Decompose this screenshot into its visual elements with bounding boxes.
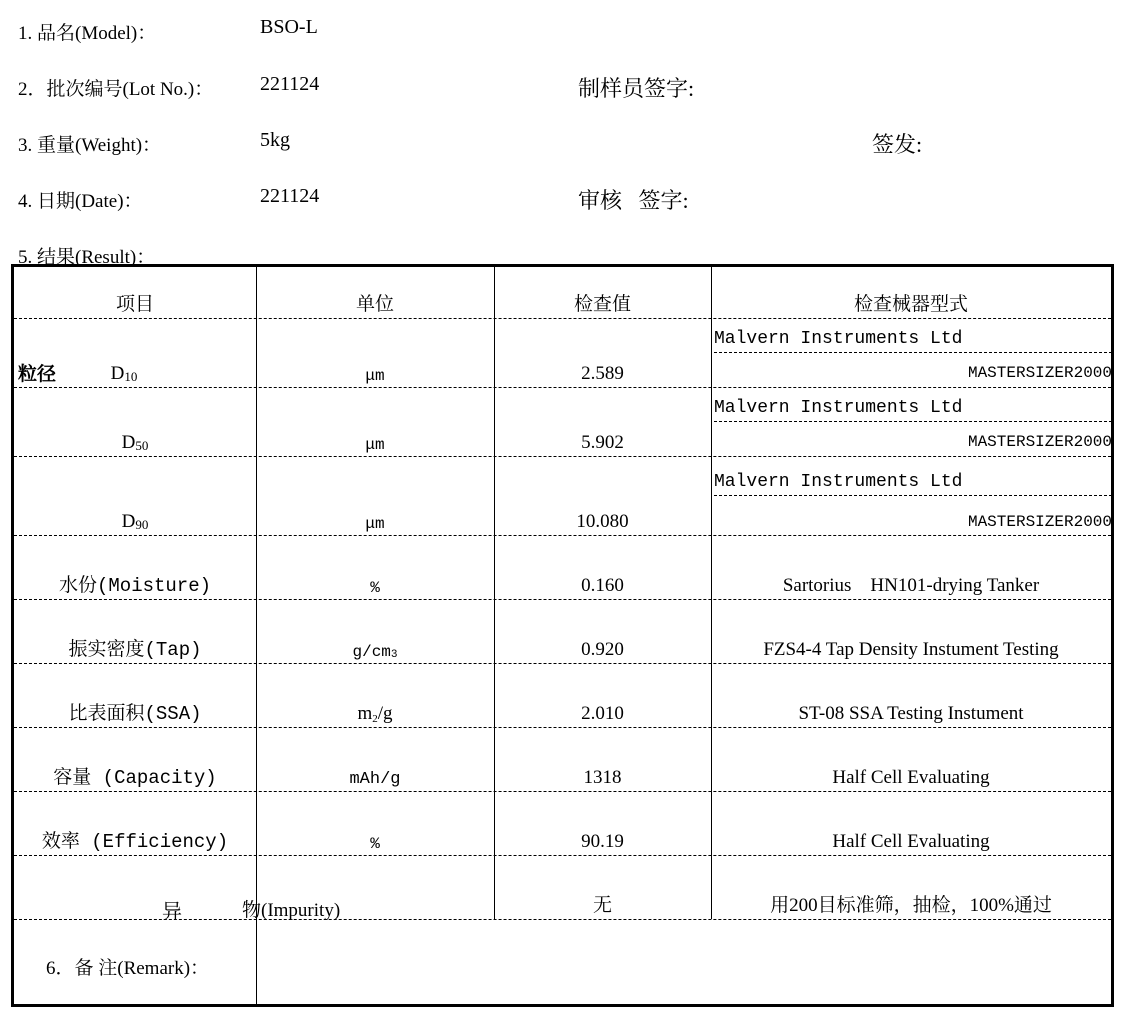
impurity-method: 用200目标准筛，抽检，100%通过: [770, 895, 1052, 916]
equip-model-d50: MASTERSIZER2000: [967, 433, 1112, 451]
item-tap: 振实密度(Tap): [68, 639, 202, 661]
issue-label: 签发:: [872, 132, 923, 157]
equip-maker-d90: Malvern Instruments Ltd: [714, 472, 963, 492]
date-label: 4. 日期(Date)：: [18, 191, 143, 212]
unit-capacity: mAh/g: [349, 770, 401, 789]
review-sign-label: 审核 签字:: [578, 188, 689, 213]
item-ssa: 比表面积(SSA): [68, 703, 202, 725]
item-d50: D 50: [121, 432, 149, 453]
unit-ssa: m 2 /g: [357, 703, 393, 725]
impurity-value: 无: [592, 895, 612, 916]
value-efficiency: 90.19: [581, 831, 624, 852]
col-header-unit: 单位: [355, 294, 394, 315]
unit-tap: g/cm 3: [352, 643, 398, 661]
lot-label: 2．批次编号(Lot No.)：: [18, 79, 214, 100]
result-label: 5. 结果(Result)：: [18, 247, 156, 268]
date-value: 221124: [260, 185, 320, 207]
impurity-label-b: 物(Impurity): [242, 900, 341, 921]
model-label: 1. 品名(Model)：: [18, 23, 157, 44]
value-tap: 0.920: [581, 639, 624, 660]
item-capacity: 容量 (Capacity): [53, 767, 217, 789]
equip-maker-d50: Malvern Instruments Ltd: [714, 398, 963, 418]
item-d10: D 10: [110, 363, 138, 384]
col-header-item: 项目: [115, 294, 154, 315]
lot-value: 221124: [260, 73, 320, 95]
unit-d90: μm: [365, 515, 385, 533]
model-value: BSO-L: [260, 16, 318, 38]
psd-label: 粒径: [18, 363, 57, 385]
equip-ssa: ST-08 SSA Testing Instument: [798, 703, 1024, 724]
equip-model-d10: MASTERSIZER2000: [967, 364, 1112, 382]
remark-field[interactable]: [259, 922, 1109, 1004]
results-table: [11, 264, 1114, 1007]
unit-moisture: %: [370, 579, 380, 597]
value-capacity: 1318: [583, 767, 622, 788]
equip-moisture: Sartorius HN101-drying Tanker: [782, 575, 1040, 596]
unit-d10: μm: [365, 367, 385, 385]
value-d50: 5.902: [581, 432, 624, 453]
value-ssa: 2.010: [581, 703, 624, 724]
item-moisture: 水份(Moisture): [58, 575, 212, 597]
equip-capacity: Half Cell Evaluating: [832, 767, 990, 788]
col-header-value: 检查值: [573, 294, 631, 315]
weight-label: 3. 重量(Weight)：: [18, 135, 162, 156]
item-efficiency: 效率 (Efficiency): [41, 831, 229, 853]
value-d90: 10.080: [576, 511, 629, 532]
sampler-sign-label: 制样员签字:: [578, 76, 695, 101]
value-d10: 2.589: [581, 363, 624, 384]
unit-efficiency: %: [370, 835, 380, 853]
equip-model-d90: MASTERSIZER2000: [967, 513, 1112, 531]
equip-efficiency: Half Cell Evaluating: [832, 831, 990, 852]
equip-tap: FZS4-4 Tap Density Instument Testing: [763, 639, 1059, 660]
impurity-label-a: 异: [162, 901, 182, 923]
unit-d50: μm: [365, 436, 385, 454]
weight-value: 5kg: [260, 129, 290, 151]
col-header-equipment: 检查械器型式: [853, 294, 968, 315]
equip-maker-d10: Malvern Instruments Ltd: [714, 329, 963, 349]
remark-label: 6．备 注(Remark)：: [46, 958, 210, 979]
value-moisture: 0.160: [581, 575, 624, 596]
item-d90: D 90: [121, 511, 149, 532]
